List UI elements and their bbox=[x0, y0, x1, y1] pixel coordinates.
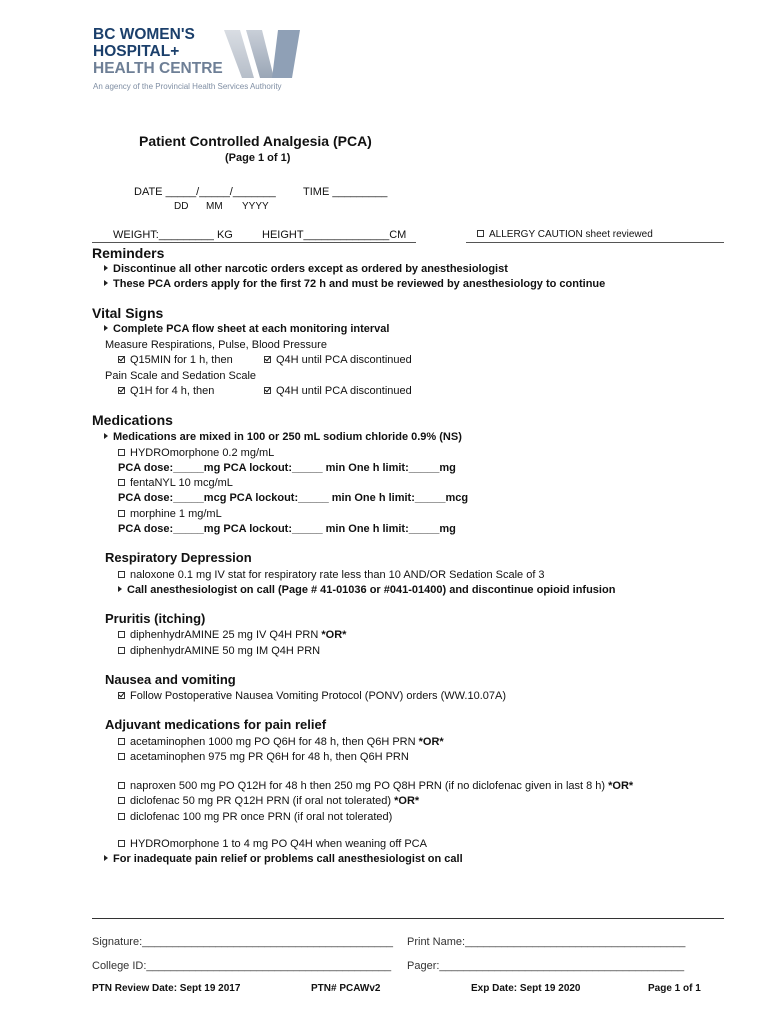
diclofenac-50-checkbox[interactable] bbox=[118, 797, 125, 804]
vitals-bullet: Complete PCA flow sheet at each monitoring interval bbox=[104, 323, 389, 335]
q4h-option-1[interactable]: Q4H until PCA discontinued bbox=[264, 354, 412, 366]
q4h-checkbox-1[interactable] bbox=[264, 356, 271, 363]
measure-label: Measure Respirations, Pulse, Blood Pressure bbox=[105, 339, 327, 351]
date-mm-label: MM bbox=[206, 201, 223, 212]
q1h-checkbox[interactable] bbox=[118, 387, 125, 394]
respiratory-heading: Respiratory Depression bbox=[105, 550, 252, 565]
ptn-number: PTN# PCAWv2 bbox=[311, 983, 381, 994]
diphenhydramine-iv-option[interactable]: diphenhydrAMINE 25 mg IV Q4H PRN *OR* bbox=[118, 629, 346, 641]
acetaminophen-pr-checkbox[interactable] bbox=[118, 753, 125, 760]
naloxone-option[interactable]: naloxone 0.1 mg IV stat for respiratory rate less than 10 AND/OR Sedation Scale of 3 bbox=[118, 569, 545, 581]
morphine-checkbox[interactable] bbox=[118, 510, 125, 517]
acetaminophen-pr-option[interactable]: acetaminophen 975 mg PR Q6H for 48 h, then Q6H PRN bbox=[118, 751, 409, 763]
vital-signs-heading: Vital Signs bbox=[92, 305, 164, 321]
naproxen-option[interactable]: naproxen 500 mg PO Q12H for 48 h then 250 mg PO Q8H PRN (if no diclofenac given in last 8 h) *OR* bbox=[118, 780, 633, 792]
logo-line-1: BC WOMEN'S bbox=[93, 26, 195, 43]
ponv-checkbox[interactable] bbox=[118, 692, 125, 699]
arrow-icon bbox=[104, 855, 108, 861]
hydromorphone-po-checkbox[interactable] bbox=[118, 840, 125, 847]
nausea-heading: Nausea and vomiting bbox=[105, 672, 236, 687]
medications-bullet: Medications are mixed in 100 or 250 mL sodium chloride 0.9% (NS) bbox=[104, 431, 462, 443]
allergy-checkbox[interactable] bbox=[477, 230, 484, 237]
logo-line-3: HEALTH CENTRE bbox=[93, 60, 223, 77]
naproxen-checkbox[interactable] bbox=[118, 782, 125, 789]
college-id-field[interactable]: College ID:________________________________________ bbox=[92, 960, 392, 972]
medications-heading: Medications bbox=[92, 412, 173, 428]
logo-line-2: HOSPITAL+ bbox=[93, 43, 180, 60]
exp-date: Exp Date: Sept 19 2020 bbox=[471, 983, 581, 994]
q1h-option[interactable]: Q1H for 4 h, then bbox=[118, 385, 214, 397]
q4h-option-2[interactable]: Q4H until PCA discontinued bbox=[264, 385, 412, 397]
reminder-item: Discontinue all other narcotic orders except as ordered by anesthesiologist bbox=[104, 263, 508, 275]
inadequate-relief-bullet: For inadequate pain relief or problems call anesthesiologist on call bbox=[104, 853, 463, 865]
diphenhydramine-im-checkbox[interactable] bbox=[118, 647, 125, 654]
acetaminophen-po-checkbox[interactable] bbox=[118, 738, 125, 745]
pager-field[interactable]: Pager:________________________________________ bbox=[407, 960, 685, 972]
arrow-icon bbox=[104, 280, 108, 286]
arrow-icon bbox=[104, 433, 108, 439]
logo-agency-text: An agency of the Provincial Health Services Authority bbox=[93, 82, 282, 91]
adjuvant-heading: Adjuvant medications for pain relief bbox=[105, 717, 327, 732]
diphenhydramine-iv-checkbox[interactable] bbox=[118, 631, 125, 638]
review-date: PTN Review Date: Sept 19 2017 bbox=[92, 983, 241, 994]
diphenhydramine-im-option[interactable]: diphenhydrAMINE 50 mg IM Q4H PRN bbox=[118, 645, 320, 657]
q15-checkbox[interactable] bbox=[118, 356, 125, 363]
hydromorphone-po-option[interactable]: HYDROmorphone 1 to 4 mg PO Q4H when weaning off PCA bbox=[118, 838, 427, 850]
weight-field[interactable]: WEIGHT:_________ KG bbox=[113, 229, 233, 241]
arrow-icon bbox=[104, 265, 108, 271]
page-indicator: (Page 1 of 1) bbox=[225, 152, 291, 164]
morphine-option[interactable]: morphine 1 mg/mL bbox=[118, 508, 222, 520]
pca-dose-line-2[interactable]: PCA dose:_____mcg PCA lockout:_____ min One h limit:_____mcg bbox=[118, 492, 469, 504]
reminder-item: These PCA orders apply for the first 72 h and must be reviewed by anesthesiology to continue bbox=[104, 278, 605, 290]
pca-dose-line-3[interactable]: PCA dose:_____mg PCA lockout:_____ min One h limit:_____mg bbox=[118, 523, 456, 535]
page-footer: Page 1 of 1 bbox=[648, 983, 701, 994]
q15-option[interactable]: Q15MIN for 1 h, then bbox=[118, 354, 233, 366]
hydromorphone-checkbox[interactable] bbox=[118, 449, 125, 456]
arrow-icon bbox=[104, 325, 108, 331]
fentanyl-option[interactable]: fentaNYL 10 mcg/mL bbox=[118, 477, 233, 489]
allergy-checkbox-row[interactable] bbox=[477, 229, 653, 240]
diclofenac-100-checkbox[interactable] bbox=[118, 813, 125, 820]
form-title: Patient Controlled Analgesia (PCA) bbox=[139, 133, 372, 149]
allergy-label: ALLERGY CAUTION sheet reviewed bbox=[489, 229, 653, 240]
pruritis-heading: Pruritis (itching) bbox=[105, 611, 206, 626]
reminders-heading: Reminders bbox=[92, 245, 165, 261]
q4h-checkbox-2[interactable] bbox=[264, 387, 271, 394]
signature-field[interactable]: Signature:_________________________________________ bbox=[92, 936, 393, 948]
date-field[interactable]: DATE _____/_____/_______ bbox=[134, 186, 276, 198]
date-dd-label: DD bbox=[174, 201, 189, 212]
time-field[interactable]: TIME _________ bbox=[303, 186, 388, 198]
pca-dose-line-1[interactable]: PCA dose:_____mg PCA lockout:_____ min One h limit:_____mg bbox=[118, 462, 456, 474]
height-field[interactable]: HEIGHT______________CM bbox=[262, 229, 407, 241]
call-anesthesiologist-bullet: Call anesthesiologist on call (Page # 41-01036 or #041-01400) and discontinue opioid infusion bbox=[118, 584, 615, 596]
fentanyl-checkbox[interactable] bbox=[118, 479, 125, 486]
pain-scale-label: Pain Scale and Sedation Scale bbox=[105, 370, 257, 382]
w-mark-icon bbox=[224, 28, 302, 80]
hydromorphone-option[interactable]: HYDROmorphone 0.2 mg/mL bbox=[118, 447, 274, 459]
ponv-option[interactable]: Follow Postoperative Nausea Vomiting Protocol (PONV) orders (WW.10.07A) bbox=[118, 690, 506, 702]
acetaminophen-po-option[interactable]: acetaminophen 1000 mg PO Q6H for 48 h, then Q6H PRN *OR* bbox=[118, 736, 444, 748]
diclofenac-100-option[interactable]: diclofenac 100 mg PR once PRN (if oral not tolerated) bbox=[118, 811, 392, 823]
arrow-icon bbox=[118, 586, 122, 592]
naloxone-checkbox[interactable] bbox=[118, 571, 125, 578]
print-name-field[interactable]: Print Name:____________________________________ bbox=[407, 936, 686, 948]
date-yyyy-label: YYYY bbox=[242, 201, 269, 212]
diclofenac-50-option[interactable]: diclofenac 50 mg PR Q12H PRN (if oral not tolerated) *OR* bbox=[118, 795, 419, 807]
